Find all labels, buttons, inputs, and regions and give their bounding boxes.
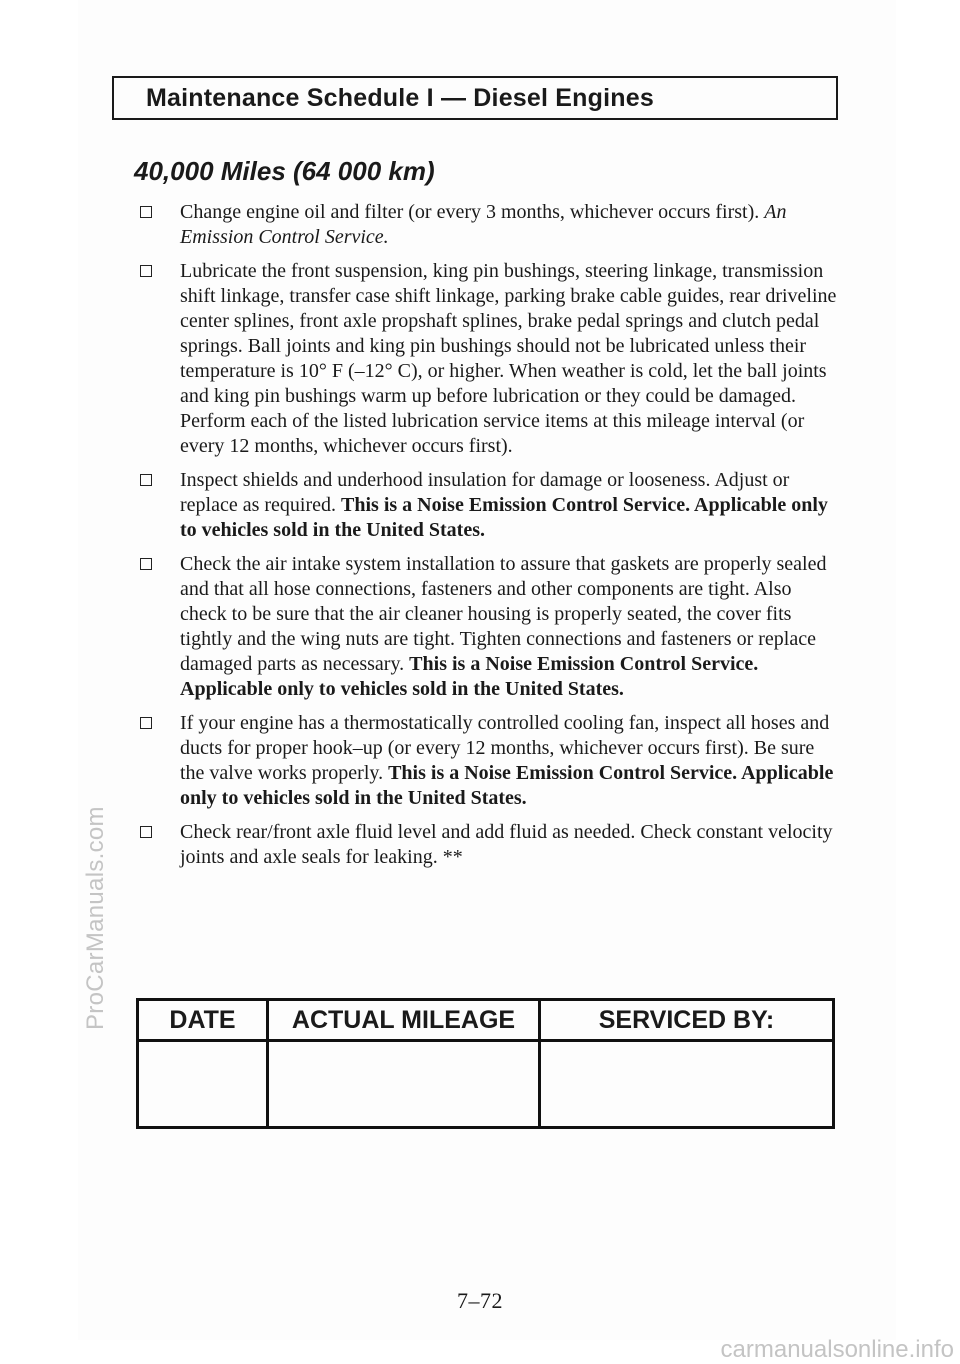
item-text: Lubricate the front suspension, king pin bushings, steering linkage, transmission shift linkage, transfer case shift linkage, parking brake cable guides, rear driveline center splines, front axle propshaft splines, brake pedal springs and clutch pedal springs. Ball joints and king pin bushings should not be lubricated unless their temperature is 10° F (–12° C), or higher. When weather is cold, let the ball joints and king pin bushings warm up before lubrication or they could be damaged. Perform each of the listed lubrication service items at this mileage interval (or every 12 months, whichever occurs first). xyxy=(180,260,837,457)
item-note: This is a Noise Emission Control Service. Applicable only to vehicles sold in the United States. xyxy=(180,653,759,700)
date-column-header: DATE xyxy=(138,1000,268,1041)
checkbox-icon[interactable] xyxy=(140,717,152,729)
service-record-table xyxy=(136,998,835,1129)
table-header-row xyxy=(138,1000,834,1041)
checklist-item xyxy=(140,552,840,702)
section-header-box xyxy=(112,76,838,120)
item-text: Check the air intake system installation to assure that gaskets are properly sealed and that all hose connections, fasteners and other components are tight. Also check to be sure that the air cleaner housing is properly seated, the cover fits tightly and the wing nuts are tight. Tighten connections and fasteners or replace damaged parts as necessary. xyxy=(180,553,827,675)
mileage-cell[interactable] xyxy=(268,1041,540,1128)
checklist-item xyxy=(140,259,840,459)
page-number: 7–72 xyxy=(457,1288,503,1313)
item-text: Check rear/front axle fluid level and add fluid as needed. Check constant velocity joints and axle seals for leaking. ** xyxy=(180,821,833,868)
item-text: Inspect shields and underhood insulation for damage or looseness. Adjust or replace as required. xyxy=(180,469,790,516)
checklist-item xyxy=(140,711,840,811)
serviced-by-column-header: SERVICED BY: xyxy=(540,1000,834,1041)
checklist-item xyxy=(140,468,840,543)
item-emphasis: An Emission Control Service. xyxy=(180,201,787,248)
side-watermark: ProCarManuals.com xyxy=(82,806,109,1030)
mileage-heading: 40,000 Miles (64 000 km) xyxy=(134,156,435,186)
checkbox-icon[interactable] xyxy=(140,826,152,838)
bottom-watermark: carmanualsonline.info xyxy=(720,1336,954,1363)
item-text: Change engine oil and filter (or every 3 months, whichever occurs first). xyxy=(180,201,765,223)
date-cell[interactable] xyxy=(138,1041,268,1128)
table-row xyxy=(138,1041,834,1128)
item-note: This is a Noise Emission Control Service. Applicable only to vehicles sold in the United States. xyxy=(180,494,828,541)
item-note: This is a Noise Emission Control Service. Applicable only to vehicles sold in the United States. xyxy=(180,762,834,809)
checkbox-icon[interactable] xyxy=(140,474,152,486)
maintenance-checklist xyxy=(140,200,840,879)
item-text: If your engine has a thermostatically controlled cooling fan, inspect all hoses and ducts for proper hook–up (or every 12 months, whichever occurs first). Be sure the valve works properly. xyxy=(180,712,830,784)
checkbox-icon[interactable] xyxy=(140,206,152,218)
checklist-item xyxy=(140,200,840,250)
checkbox-icon[interactable] xyxy=(140,265,152,277)
section-title: Maintenance Schedule I — Diesel Engines xyxy=(146,84,654,112)
checkbox-icon[interactable] xyxy=(140,558,152,570)
mileage-column-header: ACTUAL MILEAGE xyxy=(268,1000,540,1041)
checklist-item xyxy=(140,820,840,870)
serviced-by-cell[interactable] xyxy=(540,1041,834,1128)
